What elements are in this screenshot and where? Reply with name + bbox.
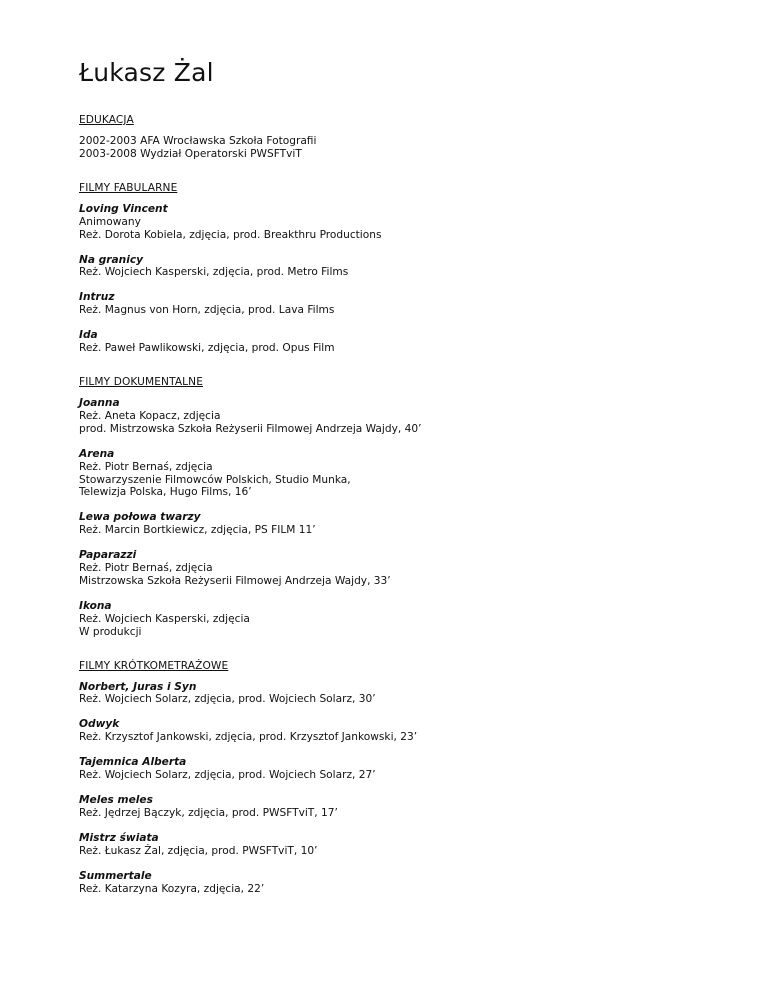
film-title: Mistrz świata bbox=[79, 831, 159, 844]
cv-page bbox=[79, 58, 719, 916]
film-detail: Reż. Wojciech Solarz, zdjęcia, prod. Wojciech Solarz, 30’ bbox=[79, 693, 376, 706]
section-short-films bbox=[79, 660, 719, 896]
film-title: Norbert, Juras i Syn bbox=[79, 680, 197, 693]
film-detail: prod. Mistrzowska Szkoła Reżyserii Filmowej Andrzeja Wajdy, 40’ bbox=[79, 422, 422, 435]
film-detail: Reż. Krzysztof Jankowski, zdjęcia, prod. Krzysztof Jankowski, 23’ bbox=[79, 731, 418, 744]
film-detail: Reż. Wojciech Kasperski, zdjęcia, prod. Metro Films bbox=[79, 266, 349, 279]
film-detail: Reż. Wojciech Solarz, zdjęcia, prod. Wojciech Solarz, 27’ bbox=[79, 769, 376, 782]
film-entry bbox=[79, 448, 719, 500]
education-line: 2002-2003 AFA Wrocławska Szkoła Fotografii bbox=[79, 135, 317, 147]
film-detail: Reż. Magnus von Horn, zdjęcia, prod. Lava Films bbox=[79, 304, 335, 317]
film-entry bbox=[79, 600, 719, 639]
film-detail: Reż. Aneta Kopacz, zdjęcia bbox=[79, 409, 221, 422]
film-entry bbox=[79, 718, 719, 744]
section-feature-films bbox=[79, 182, 719, 355]
section-title: EDUKACJA bbox=[79, 114, 134, 126]
section-title: FILMY DOKUMENTALNE bbox=[79, 375, 203, 388]
section-documentaries bbox=[79, 376, 719, 639]
film-detail: Reż. Piotr Bernaś, zdjęcia bbox=[79, 562, 213, 575]
film-title: Lewa połowa twarzy bbox=[79, 511, 201, 524]
film-entry bbox=[79, 832, 719, 858]
film-title: Ikona bbox=[79, 599, 112, 612]
film-detail: Mistrzowska Szkoła Reżyserii Filmowej Andrzeja Wajdy, 33’ bbox=[79, 574, 391, 587]
section-title: FILMY FABULARNE bbox=[79, 181, 178, 194]
film-title: Meles meles bbox=[79, 794, 153, 806]
film-detail: Reż. Paweł Pawlikowski, zdjęcia, prod. Opus Film bbox=[79, 342, 335, 355]
film-entry bbox=[79, 291, 719, 317]
film-detail: Telewizja Polska, Hugo Films, 16’ bbox=[79, 486, 252, 499]
film-detail: Stowarzyszenie Filmowców Polskich, Studio Munka, bbox=[79, 473, 351, 486]
film-detail: Reż. Marcin Bortkiewicz, zdjęcia, PS FILM 11’ bbox=[79, 524, 316, 537]
person-name: Łukasz Żal bbox=[79, 58, 214, 87]
film-entry bbox=[79, 549, 719, 588]
film-entry bbox=[79, 511, 719, 537]
film-entry bbox=[79, 397, 719, 436]
film-entry bbox=[79, 681, 719, 707]
film-entry bbox=[79, 870, 719, 896]
film-title: Intruz bbox=[79, 291, 115, 304]
film-detail: Reż. Katarzyna Kozyra, zdjęcia, 22’ bbox=[79, 882, 265, 895]
section-education bbox=[79, 114, 719, 161]
film-detail: W produkcji bbox=[79, 625, 142, 638]
film-entry bbox=[79, 329, 719, 355]
film-title: Paparazzi bbox=[79, 549, 137, 562]
film-entry bbox=[79, 756, 719, 782]
film-entry bbox=[79, 794, 719, 820]
film-detail: Reż. Jędrzej Bączyk, zdjęcia, prod. PWSFTviT, 17’ bbox=[79, 806, 338, 819]
film-detail: Reż. Dorota Kobiela, zdjęcia, prod. Breakthru Productions bbox=[79, 228, 382, 241]
film-detail: Animowany bbox=[79, 215, 141, 228]
film-detail: Reż. Łukasz Żal, zdjęcia, prod. PWSFTviT, 10’ bbox=[79, 844, 318, 857]
film-detail: Reż. Wojciech Kasperski, zdjęcia bbox=[79, 612, 250, 625]
film-title: Ida bbox=[79, 329, 98, 342]
film-title: Joanna bbox=[79, 396, 120, 409]
film-entry bbox=[79, 254, 719, 280]
film-title: Loving Vincent bbox=[79, 202, 168, 215]
film-title: Na granicy bbox=[79, 253, 144, 266]
film-title: Tajemnica Alberta bbox=[79, 756, 187, 769]
film-entry bbox=[79, 203, 719, 242]
section-title: FILMY KRÓTKOMETRAŻOWE bbox=[79, 659, 229, 672]
film-title: Arena bbox=[79, 447, 115, 460]
education-line: 2003-2008 Wydział Operatorski PWSFTviT bbox=[79, 147, 302, 160]
film-detail: Reż. Piotr Bernaś, zdjęcia bbox=[79, 460, 213, 473]
film-title: Summertale bbox=[79, 869, 152, 882]
film-title: Odwyk bbox=[79, 718, 120, 731]
